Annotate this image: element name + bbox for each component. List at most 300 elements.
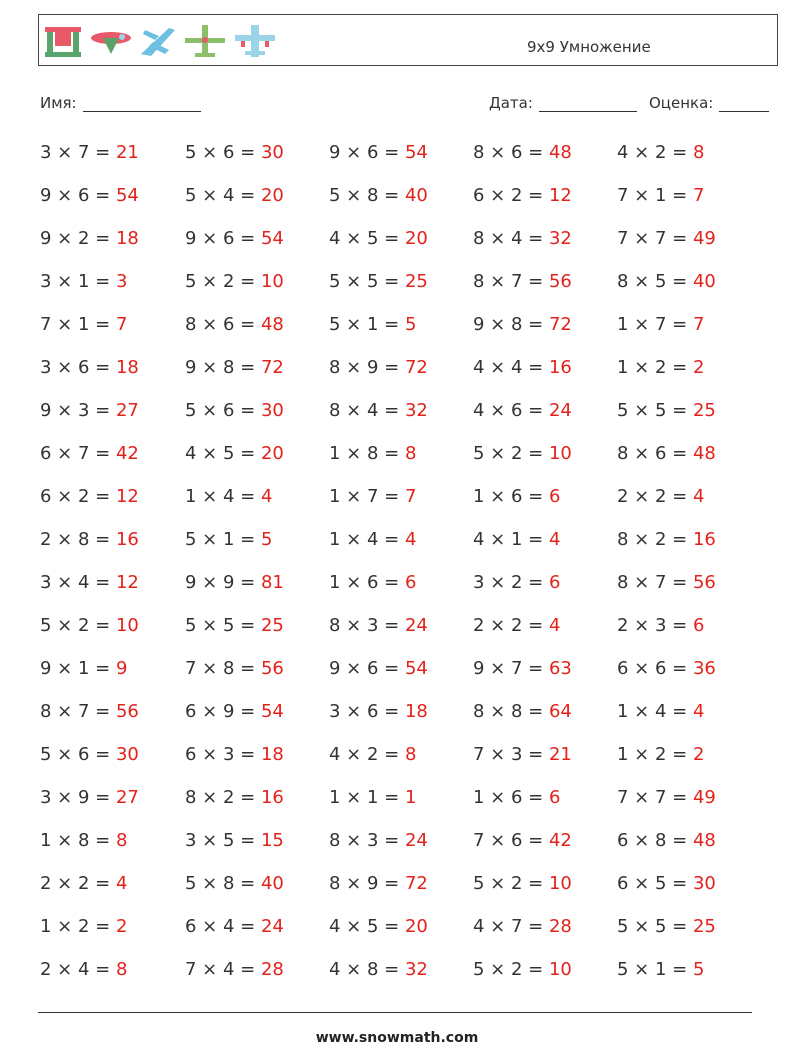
problem-answer: 10 — [260, 271, 284, 292]
problem-item — [473, 228, 572, 249]
problem-answer: 56 — [548, 271, 572, 292]
problem-question: 4 × 7 = — [473, 916, 549, 937]
problem-question: 8 × 2 = — [617, 529, 693, 550]
problem-item — [185, 357, 284, 378]
problem-item — [40, 400, 139, 421]
problem-item — [329, 142, 428, 163]
problem-item — [185, 228, 284, 249]
problem-question: 9 × 2 = — [40, 228, 116, 249]
problem-question: 3 × 1 = — [40, 271, 116, 292]
problem-question: 7 × 4 = — [185, 959, 261, 980]
problem-answer: 25 — [692, 400, 716, 421]
problem-answer: 6 — [692, 615, 705, 636]
header-box — [38, 14, 778, 66]
problem-answer: 54 — [404, 142, 428, 163]
problem-item — [617, 830, 716, 851]
problem-answer: 4 — [692, 701, 705, 722]
problem-answer: 16 — [260, 787, 284, 808]
problem-item — [329, 228, 428, 249]
problem-answer: 28 — [548, 916, 572, 937]
problem-question: 5 × 6 = — [185, 400, 261, 421]
problem-question: 7 × 3 = — [473, 744, 549, 765]
problem-answer: 48 — [548, 142, 572, 163]
problem-question: 5 × 2 = — [473, 959, 549, 980]
problem-answer: 4 — [692, 486, 705, 507]
problem-item — [473, 400, 572, 421]
problem-item — [40, 529, 139, 550]
problem-question: 2 × 4 = — [40, 959, 116, 980]
problem-question: 8 × 4 = — [473, 228, 549, 249]
problem-question: 4 × 1 = — [473, 529, 549, 550]
problem-question: 3 × 2 = — [473, 572, 549, 593]
problem-question: 5 × 2 = — [473, 443, 549, 464]
problem-item — [473, 744, 572, 765]
problem-answer: 40 — [404, 185, 428, 206]
problem-question: 9 × 8 = — [185, 357, 261, 378]
problem-item — [617, 701, 704, 722]
problem-answer: 8 — [692, 142, 705, 163]
problem-question: 5 × 6 = — [185, 142, 261, 163]
problem-question: 8 × 6 = — [617, 443, 693, 464]
problem-question: 9 × 1 = — [40, 658, 116, 679]
problem-answer: 72 — [404, 873, 428, 894]
problem-item — [185, 400, 284, 421]
problem-question: 5 × 4 = — [185, 185, 261, 206]
problem-answer: 40 — [260, 873, 284, 894]
plane-red-icon — [89, 26, 133, 56]
problem-item — [329, 314, 416, 335]
problem-answer: 5 — [260, 529, 273, 550]
problem-question: 6 × 2 = — [40, 486, 116, 507]
problem-question: 1 × 4 = — [617, 701, 693, 722]
problem-question: 1 × 2 = — [40, 916, 116, 937]
problem-item — [329, 959, 428, 980]
problem-item — [40, 185, 139, 206]
problem-question: 1 × 1 = — [329, 787, 405, 808]
problem-question: 3 × 6 = — [40, 357, 116, 378]
problem-item — [185, 658, 284, 679]
problem-item — [40, 443, 139, 464]
problem-answer: 1 — [404, 787, 417, 808]
problem-question: 4 × 5 = — [329, 916, 405, 937]
date-field — [489, 94, 637, 112]
problem-question: 4 × 4 = — [473, 357, 549, 378]
problem-question: 5 × 1 = — [329, 314, 405, 335]
problem-item — [617, 228, 716, 249]
problem-question: 4 × 5 = — [329, 228, 405, 249]
problem-question: 1 × 8 = — [329, 443, 405, 464]
problem-question: 1 × 2 = — [617, 744, 693, 765]
plane-blue-icon — [139, 24, 177, 58]
problem-question: 6 × 8 = — [617, 830, 693, 851]
problem-answer: 28 — [260, 959, 284, 980]
date-label: Дата: — [489, 94, 533, 112]
problem-item — [617, 959, 704, 980]
problem-item — [40, 873, 127, 894]
problem-answer: 18 — [260, 744, 284, 765]
problem-item — [329, 271, 428, 292]
problem-question: 6 × 5 = — [617, 873, 693, 894]
problem-question: 9 × 3 = — [40, 400, 116, 421]
problem-question: 3 × 9 = — [40, 787, 116, 808]
problem-item — [617, 658, 716, 679]
problem-item — [329, 572, 416, 593]
problem-item — [40, 271, 127, 292]
problem-item — [617, 873, 716, 894]
problem-question: 5 × 8 = — [329, 185, 405, 206]
problem-question: 9 × 6 = — [185, 228, 261, 249]
problem-item — [40, 916, 127, 937]
problem-item — [185, 701, 284, 722]
problem-question: 8 × 5 = — [617, 271, 693, 292]
problem-question: 4 × 2 = — [329, 744, 405, 765]
problem-answer: 2 — [692, 744, 705, 765]
problem-answer: 7 — [404, 486, 417, 507]
problem-answer: 49 — [692, 787, 716, 808]
problem-question: 2 × 3 = — [617, 615, 693, 636]
problem-item — [40, 357, 139, 378]
problem-answer: 42 — [115, 443, 139, 464]
problem-answer: 54 — [404, 658, 428, 679]
problem-item — [40, 142, 139, 163]
problem-question: 8 × 8 = — [473, 701, 549, 722]
problem-answer: 48 — [260, 314, 284, 335]
footer-url: www.snowmath.com — [315, 1030, 479, 1046]
problem-question: 1 × 6 = — [473, 486, 549, 507]
problem-answer: 40 — [692, 271, 716, 292]
problem-item — [473, 142, 572, 163]
problem-answer: 20 — [260, 443, 284, 464]
problem-question: 9 × 6 = — [329, 658, 405, 679]
problem-question: 2 × 8 = — [40, 529, 116, 550]
problem-item — [329, 658, 428, 679]
problem-question: 1 × 6 = — [329, 572, 405, 593]
problem-answer: 64 — [548, 701, 572, 722]
problem-answer: 10 — [548, 873, 572, 894]
problem-question: 8 × 9 = — [329, 873, 405, 894]
problem-question: 6 × 7 = — [40, 443, 116, 464]
problem-question: 3 × 4 = — [40, 572, 116, 593]
problem-answer: 25 — [260, 615, 284, 636]
problem-answer: 25 — [692, 916, 716, 937]
problem-item — [185, 873, 284, 894]
problem-question: 7 × 7 = — [617, 787, 693, 808]
problem-question: 3 × 5 = — [185, 830, 261, 851]
worksheet-title: 9x9 Умножение — [527, 38, 651, 56]
problem-item — [617, 572, 716, 593]
problem-item — [473, 959, 572, 980]
problem-item — [329, 830, 428, 851]
problem-answer: 72 — [404, 357, 428, 378]
problem-item — [473, 916, 572, 937]
problem-answer: 32 — [548, 228, 572, 249]
problem-item — [329, 916, 428, 937]
problem-item — [185, 443, 284, 464]
problem-question: 5 × 5 = — [617, 400, 693, 421]
problem-item — [185, 529, 272, 550]
problem-answer: 48 — [692, 443, 716, 464]
problem-answer: 16 — [115, 529, 139, 550]
problem-answer: 24 — [260, 916, 284, 937]
problem-answer: 8 — [404, 744, 417, 765]
problem-question: 8 × 2 = — [185, 787, 261, 808]
problem-answer: 3 — [115, 271, 128, 292]
problem-answer: 30 — [692, 873, 716, 894]
problem-answer: 36 — [692, 658, 716, 679]
problem-question: 1 × 6 = — [473, 787, 549, 808]
problem-item — [185, 916, 284, 937]
problem-question: 5 × 5 = — [617, 916, 693, 937]
problem-question: 5 × 1 = — [185, 529, 261, 550]
problem-question: 4 × 6 = — [473, 400, 549, 421]
problem-item — [617, 443, 716, 464]
problem-question: 8 × 9 = — [329, 357, 405, 378]
problem-question: 2 × 2 = — [473, 615, 549, 636]
problem-item — [329, 701, 428, 722]
problem-item — [473, 658, 572, 679]
problem-answer: 25 — [404, 271, 428, 292]
problem-answer: 56 — [692, 572, 716, 593]
problem-item — [473, 314, 572, 335]
problem-item — [40, 959, 127, 980]
problem-question: 8 × 7 = — [40, 701, 116, 722]
problem-question: 5 × 8 = — [185, 873, 261, 894]
problem-item — [617, 615, 704, 636]
problem-item — [617, 744, 704, 765]
problem-item — [617, 400, 716, 421]
problem-item — [329, 529, 416, 550]
problem-answer: 27 — [115, 400, 139, 421]
problem-item — [185, 959, 284, 980]
problem-item — [617, 314, 704, 335]
problem-question: 6 × 6 = — [617, 658, 693, 679]
problem-answer: 54 — [260, 228, 284, 249]
problem-question: 9 × 6 = — [329, 142, 405, 163]
problem-item — [617, 357, 704, 378]
problem-answer: 7 — [692, 185, 705, 206]
problem-item — [473, 787, 560, 808]
problem-item — [617, 787, 716, 808]
problem-question: 8 × 3 = — [329, 615, 405, 636]
problem-item — [617, 916, 716, 937]
problem-answer: 16 — [548, 357, 572, 378]
problem-question: 4 × 2 = — [617, 142, 693, 163]
problem-answer: 8 — [404, 443, 417, 464]
problem-item — [40, 572, 139, 593]
problem-answer: 27 — [115, 787, 139, 808]
problem-answer: 10 — [115, 615, 139, 636]
date-line[interactable] — [539, 95, 637, 112]
problem-item — [185, 615, 284, 636]
problem-answer: 24 — [548, 400, 572, 421]
problem-answer: 20 — [404, 916, 428, 937]
problem-question: 9 × 7 = — [473, 658, 549, 679]
problem-answer: 63 — [548, 658, 572, 679]
problem-item — [185, 185, 284, 206]
problem-answer: 4 — [260, 486, 273, 507]
problem-answer: 4 — [115, 873, 128, 894]
problem-question: 8 × 7 = — [617, 572, 693, 593]
plane-green-icon — [183, 23, 227, 59]
problem-item — [473, 443, 572, 464]
footer-divider — [38, 1012, 752, 1013]
problem-item — [40, 744, 139, 765]
problem-answer: 4 — [548, 615, 561, 636]
problem-question: 8 × 3 = — [329, 830, 405, 851]
problem-item — [473, 486, 560, 507]
problem-question: 5 × 5 = — [329, 271, 405, 292]
problem-answer: 2 — [692, 357, 705, 378]
problem-answer: 5 — [404, 314, 417, 335]
problem-item — [185, 744, 284, 765]
problem-question: 7 × 8 = — [185, 658, 261, 679]
problem-item — [329, 443, 416, 464]
problem-question: 1 × 4 = — [185, 486, 261, 507]
problem-answer: 20 — [260, 185, 284, 206]
problem-question: 6 × 9 = — [185, 701, 261, 722]
problem-answer: 6 — [404, 572, 417, 593]
problem-item — [40, 787, 139, 808]
problem-question: 9 × 9 = — [185, 572, 261, 593]
problem-answer: 2 — [115, 916, 128, 937]
problem-answer: 21 — [115, 142, 139, 163]
problem-question: 4 × 8 = — [329, 959, 405, 980]
name-label: Имя: — [40, 94, 77, 112]
problem-item — [473, 873, 572, 894]
problem-answer: 10 — [548, 443, 572, 464]
problem-item — [329, 615, 428, 636]
problem-answer: 12 — [548, 185, 572, 206]
name-line[interactable] — [83, 95, 201, 112]
header-icons — [43, 21, 277, 61]
problem-answer: 8 — [115, 959, 128, 980]
score-line[interactable] — [719, 95, 769, 112]
problem-answer: 20 — [404, 228, 428, 249]
problem-question: 5 × 2 = — [40, 615, 116, 636]
problem-question: 5 × 1 = — [617, 959, 693, 980]
factory-icon — [43, 23, 83, 59]
problem-answer: 24 — [404, 615, 428, 636]
problem-item — [329, 787, 416, 808]
problem-item — [329, 873, 428, 894]
problem-answer: 9 — [115, 658, 128, 679]
problem-answer: 12 — [115, 486, 139, 507]
problem-question: 5 × 6 = — [40, 744, 116, 765]
problem-item — [185, 314, 284, 335]
problem-question: 8 × 6 = — [185, 314, 261, 335]
problem-answer: 18 — [115, 228, 139, 249]
problem-answer: 15 — [260, 830, 284, 851]
problem-item — [329, 185, 428, 206]
problem-item — [473, 529, 560, 550]
problem-item — [185, 486, 272, 507]
problem-question: 1 × 2 = — [617, 357, 693, 378]
problem-item — [617, 142, 704, 163]
problem-answer: 24 — [404, 830, 428, 851]
problem-item — [329, 400, 428, 421]
problem-item — [329, 486, 416, 507]
plane-lightblue-icon — [233, 23, 277, 59]
problem-item — [473, 615, 560, 636]
problem-item — [40, 830, 127, 851]
problem-question: 8 × 4 = — [329, 400, 405, 421]
problem-answer: 12 — [115, 572, 139, 593]
problem-answer: 30 — [260, 142, 284, 163]
problem-answer: 18 — [404, 701, 428, 722]
problem-answer: 4 — [548, 529, 561, 550]
problem-answer: 21 — [548, 744, 572, 765]
problem-item — [40, 486, 139, 507]
problem-question: 4 × 5 = — [185, 443, 261, 464]
problem-answer: 7 — [692, 314, 705, 335]
problem-item — [40, 314, 127, 335]
problem-answer: 6 — [548, 486, 561, 507]
problem-question: 6 × 2 = — [473, 185, 549, 206]
problem-item — [185, 572, 284, 593]
problem-answer: 30 — [115, 744, 139, 765]
problem-answer: 72 — [548, 314, 572, 335]
problem-item — [185, 271, 284, 292]
problem-item — [40, 228, 139, 249]
problem-question: 7 × 1 = — [40, 314, 116, 335]
problem-answer: 32 — [404, 400, 428, 421]
problem-answer: 54 — [260, 701, 284, 722]
problem-item — [185, 787, 284, 808]
problem-item — [473, 830, 572, 851]
problem-item — [185, 830, 284, 851]
problem-answer: 42 — [548, 830, 572, 851]
problem-answer: 4 — [404, 529, 417, 550]
problem-item — [617, 271, 716, 292]
problem-question: 3 × 7 = — [40, 142, 116, 163]
problem-question: 1 × 4 = — [329, 529, 405, 550]
problem-item — [329, 744, 416, 765]
problem-answer: 7 — [115, 314, 128, 335]
problem-answer: 54 — [115, 185, 139, 206]
problem-item — [329, 357, 428, 378]
problem-question: 6 × 3 = — [185, 744, 261, 765]
problem-question: 7 × 7 = — [617, 228, 693, 249]
problem-question: 1 × 8 = — [40, 830, 116, 851]
problem-item — [473, 701, 572, 722]
problem-answer: 32 — [404, 959, 428, 980]
problem-question: 5 × 2 = — [473, 873, 549, 894]
problem-question: 1 × 7 = — [617, 314, 693, 335]
problem-item — [473, 572, 560, 593]
problem-item — [473, 357, 572, 378]
problem-question: 8 × 7 = — [473, 271, 549, 292]
score-label: Оценка: — [649, 94, 714, 112]
problem-answer: 72 — [260, 357, 284, 378]
problem-question: 1 × 7 = — [329, 486, 405, 507]
problem-item — [473, 185, 572, 206]
problem-item — [617, 185, 704, 206]
problem-item — [40, 658, 127, 679]
problem-item — [617, 529, 716, 550]
problem-answer: 16 — [692, 529, 716, 550]
problem-answer: 56 — [260, 658, 284, 679]
problem-question: 5 × 5 = — [185, 615, 261, 636]
problem-answer: 81 — [260, 572, 284, 593]
problem-answer: 18 — [115, 357, 139, 378]
problem-item — [40, 615, 139, 636]
problem-question: 5 × 2 = — [185, 271, 261, 292]
score-field — [649, 94, 769, 112]
problem-answer: 10 — [548, 959, 572, 980]
problem-answer: 6 — [548, 572, 561, 593]
problem-question: 9 × 8 = — [473, 314, 549, 335]
problem-item — [40, 701, 139, 722]
